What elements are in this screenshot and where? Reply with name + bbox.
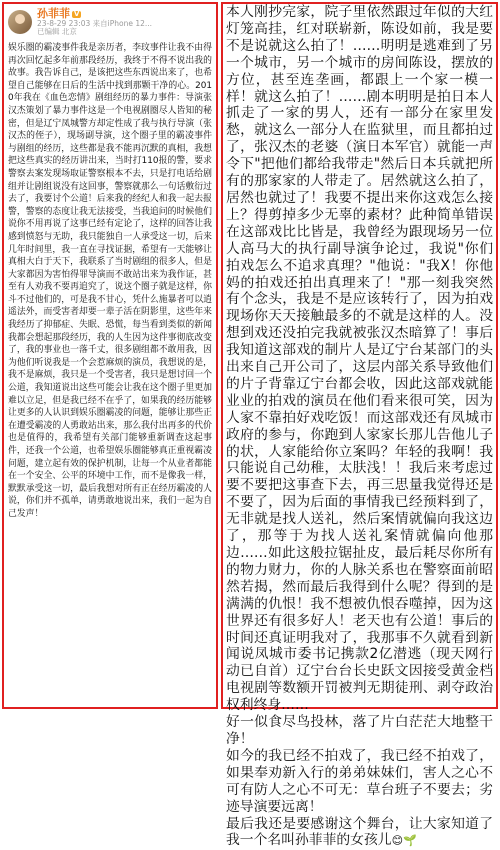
post-header [4, 4, 216, 39]
closing-text: 最后我还是要感谢这个舞台，让大家知道了我一个名叫孙菲菲的女孩儿 [226, 816, 493, 849]
paragraph-poem: 好一似食尽鸟投林，落了片白茫茫大地整干净！ [226, 714, 493, 748]
right-post-panel [221, 2, 498, 709]
location: 已编辑 北京 [37, 28, 152, 36]
paragraph-advice: 如今的我已经不拍戏了，我已经不拍戏了，如果奉劝新入行的弟弟妹妹们，害人之心不可有防人之心不可无：草台班子不要去；劣迹导演要远离！ [226, 748, 493, 816]
left-post-body: 娱乐圈的霸凌事件我是亲历者，李玟事件让我不由得再次回忆起多年前那段经历，我终于不得不说出我的故事。我告诉自己，是该把这些东西说出来了，也希望自己能够在日后的生活中找到那颗干净的心。2010年我在《血色恋情》剧组经历的暴力事件：导演张汉杰策划了暴力事件这是一个电视剧圈尽人皆知的秘密，但是辽宁凤城警方却定性成了我与执行导演（张汉杰的侄子），现场副导演，这个圈子里的霸凌事件与剧组的经历，这些都是我不能再沉默的真相，我想把这些真实的经历讲出来，当时打110报的警，要求警察去案发现场取证警察根本不去，只是打电话给剧组并让剧组说没有这回事，警察就那么一句话敷衍过去了，我要讨个公道！后来我的经纪人和我一起去报警，警察的态度让我无法接受，当我追问的时候他们说你不用再说了这事已经有定论了，这样的回答让我感到愤怒与无助，我只能独自一人承受这一切，后来几年时间里，我一直在寻找证据，希望有一天能够让真相大白于天下，我联系了当时剧组的很多人，但是大家都因为害怕得罪导演而不敢站出来为我作证，甚至有人劝我不要再追究了，说这个圈子就是这样，你斗不过他们的，可是我不甘心，凭什么施暴者可以逍遥法外，而受害者却要一辈子活在阴影里，这些年来我经历了抑郁症、失眠、恐慌，每当看到类似的新闻我都会想起那段经历，我的人生因为这件事彻底改变了，我的事业也一落千丈，很多剧组都不敢用我，因为他们听说我是一个会惹麻烦的演员，我想说的是，我不是麻烦，我只是一个受害者，我只是想讨回一个公道，我知道说出这些可能会让我在这个圈子里更加难以立足，但是我已经不在乎了，如果我的经历能够让更多的人认识到娱乐圈霸凌的问题，能够让那些正在遭受霸凌的人勇敢站出来，那么我付出再多的代价也是值得的，我希望有关部门能够重新调查这起事件，还我一个公道，也希望娱乐圈能够真正重视霸凌问题，建立起有效的保护机制，让每一个从业者都能在一个安全、公平的环境中工作，而不是像我一样，默默承受这一切，最后我想对所有正在经历霸凌的人说，你们并不孤单，请勇敢地说出来，我们一起为自己发声！ [4, 39, 216, 521]
paragraph-closing [226, 816, 493, 850]
post-meta [37, 8, 152, 37]
right-post-body [223, 4, 496, 850]
device: 来自iPhone 12... [93, 19, 152, 28]
timestamp: 23-8-29 23:03 [37, 19, 90, 28]
paragraph-main: 本人刚抄完家，院子里依然跟过年似的大红灯笼高挂，红对联崭新，陈设如前，我是要不是说就这么拍了！……明明是逃难到了另一个城市，另一个城市的房间陈设，摆放的方位，甚至连垄画，都跟上一个家一模一样！就这么拍了！……剧本明明是拍日本人抓走了一家的男人，还有一部分在家里发愁，就这么一部分人在监狱里，而且都拍过了，张汉杰的老婆（演日本军官）就能一声令下"把他们都给我带走"然后日本兵就把所有的那家家的人带走了。居然就这么拍了，居然也就过了！我要不提出来你这戏怎么接上？得剪掉多少无辜的素材？此种简单错误在这部戏比比皆是，我曾经为跟现场另一位人高马大的执行副导演争论过，我说"你们拍戏怎么不追求真理？"他说："我X！你他妈的拍戏还拍出真理来了！"那一刻我突然有个念头，我是不是应该转行了，因为拍戏现场你天天接触最多的不就是这样的人。没想到戏还没拍完我就被张汉杰暗算了！事后我知道这部戏的制片人是辽宁台某部门的头出来自己开公司了，这层内部关系导致他们的片子背靠辽宁台都会收，因此这部戏就能业业的拍戏的演员在他们看来很可笑，因为人家不靠拍好戏吃饭！而这部戏还有凤城市政府的参与，你跑到人家家长那儿告他儿子的状，人家能给你立案吗？年轻的我啊！我只能说自己幼稚，太肤浅！！我后来考虑过要不要把这事查下去，再三思量我觉得还是不要了，因为后面的事情我已经预料到了，无非就是找人送礼，然后案情就偏向我这边了，那等于为找人送礼案情就偏向他那边……如此这般拉锯扯皮，最后耗尽你所有的物力财力，你的人脉关系也在警察面前昭然若揭，然而最后我得到什么呢？得到的是满满的仇恨！我不想被仇恨吞噬掉，因为这世界还有很多好人！老天也有公道！事后的时间还真证明我对了，我那事不久就看到新闻说凤城市委书记携款2亿潜逃（现天网行动已自首）辽宁台台长史跃文因接受黄金档电视剧等数额开罚被判无期徒刑、剥夺政治权利终身…… [226, 4, 493, 714]
avatar[interactable] [8, 10, 32, 34]
vip-badge-icon: V [72, 11, 81, 19]
smile-leaf-emoji-icon: 😊🌱 [392, 833, 417, 850]
left-post-panel [2, 2, 218, 709]
username-text[interactable]: 孙菲菲 [37, 7, 70, 20]
